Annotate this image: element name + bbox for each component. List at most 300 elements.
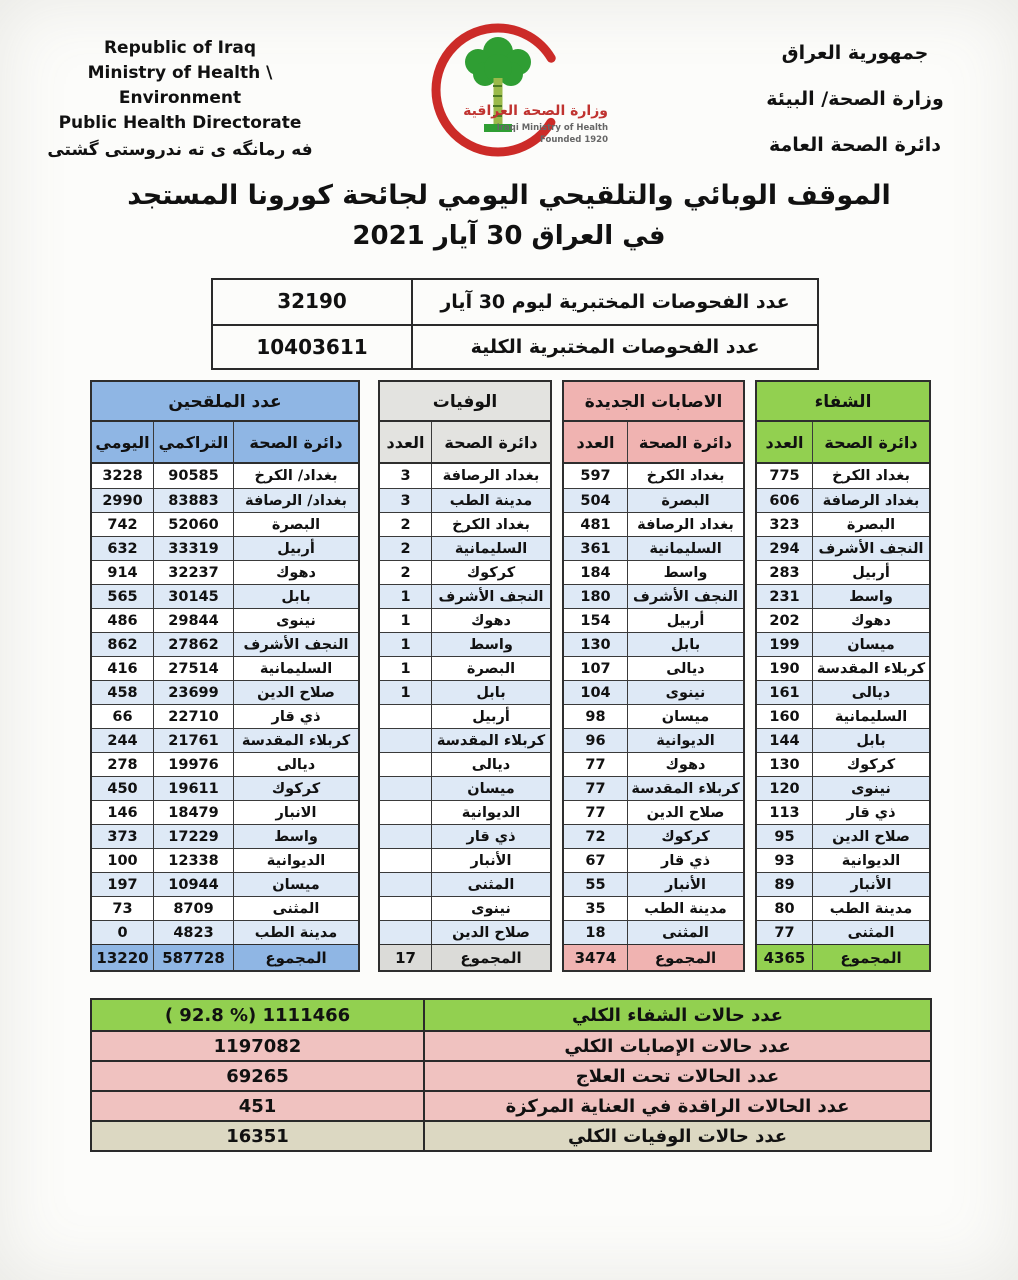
cell-directorate: السليمانية — [649, 540, 722, 557]
table-row — [92, 896, 358, 920]
summary-label: عدد حالات الوفيات الكلي — [567, 1125, 788, 1147]
cell-count: 294 — [757, 537, 813, 560]
cell-directorate: كربلاء المقدسة — [816, 660, 926, 677]
header-en-line1: Republic of Iraq — [103, 38, 257, 58]
cell-directorate: الديوانية — [461, 804, 521, 821]
cell-directorate: صلاح الدين — [452, 924, 530, 941]
cell-daily: 197 — [92, 873, 154, 896]
cell-cumulative: 32237 — [154, 561, 234, 584]
total-label: المجموع — [654, 948, 717, 967]
total-count: 4365 — [757, 945, 813, 970]
header-ar-line1: جمهورية العراق — [781, 42, 929, 64]
cell-daily: 146 — [92, 801, 154, 824]
cell-daily: 73 — [92, 897, 154, 920]
column-header-daily: اليومي — [92, 422, 154, 462]
table-row — [92, 776, 358, 800]
cell-directorate: بغداد الرصافة — [637, 516, 734, 533]
cell-daily: 565 — [92, 585, 154, 608]
summary-label: عدد حالات الشفاء الكلي — [571, 1004, 784, 1026]
deaths-table-title: الوفيات — [380, 382, 550, 422]
cell-count: 77 — [564, 753, 628, 776]
recovery-total-row — [757, 944, 929, 970]
cell-directorate: ذي قار — [660, 852, 711, 869]
table-row — [564, 800, 743, 824]
cell-count: 190 — [757, 657, 813, 680]
total-label: المجموع — [460, 948, 522, 967]
table-row — [564, 560, 743, 584]
header-arabic-block — [740, 30, 970, 168]
cell-cumulative: 30145 — [154, 585, 234, 608]
table-row — [757, 872, 929, 896]
table-row — [92, 584, 358, 608]
table-row — [757, 776, 929, 800]
cell-count: 180 — [564, 585, 628, 608]
lab-tests-row — [213, 280, 817, 324]
cell-count: 72 — [564, 825, 628, 848]
cell-cumulative: 33319 — [154, 537, 234, 560]
cell-directorate: صلاح الدين — [646, 804, 725, 821]
cell-directorate: بابل — [670, 636, 701, 653]
summary-row — [92, 1090, 930, 1120]
cell-count: 504 — [564, 489, 628, 512]
cell-count: 2 — [380, 561, 432, 584]
lab-tests-label: عدد الفحوصات المختبرية ليوم 30 آيار — [440, 291, 790, 313]
cell-directorate: أربيل — [852, 564, 890, 581]
total-label: المجموع — [265, 948, 327, 967]
cell-directorate: السليمانية — [834, 708, 908, 725]
cell-cumulative: 19976 — [154, 753, 234, 776]
table-row — [380, 608, 550, 632]
cell-count: 481 — [564, 513, 628, 536]
cell-count: 98 — [564, 705, 628, 728]
cell-cumulative: 23699 — [154, 681, 234, 704]
table-row — [380, 704, 550, 728]
total-daily: 13220 — [92, 945, 154, 970]
recovery-table-body — [757, 464, 929, 944]
cell-daily: 3228 — [92, 464, 154, 488]
cell-count: 1 — [380, 681, 432, 704]
cell-directorate: بغداد الكرخ — [452, 516, 530, 533]
table-row — [380, 920, 550, 944]
table-row — [757, 512, 929, 536]
total-count: 17 — [380, 945, 432, 970]
cell-count: 3 — [380, 464, 432, 488]
header-english-block — [30, 36, 330, 163]
cell-directorate: ميسان — [661, 708, 710, 725]
table-row — [757, 560, 929, 584]
table-row — [564, 536, 743, 560]
cell-directorate: بابل — [281, 588, 311, 605]
total-cumulative: 587728 — [154, 945, 234, 970]
cell-directorate: مدينة الطب — [254, 924, 338, 941]
cell-directorate: دهوك — [276, 564, 316, 581]
vaccinated-table-body — [92, 464, 358, 944]
cell-directorate: واسط — [663, 564, 708, 581]
table-row — [564, 752, 743, 776]
table-row — [564, 776, 743, 800]
cell-count: 18 — [564, 921, 628, 944]
cell-directorate: مدينة الطب — [449, 492, 533, 509]
summary-value: ( 92.8 %) 1111466 — [92, 1000, 425, 1030]
lab-tests-value: 32190 — [213, 280, 413, 324]
header-ar-line2: وزارة الصحة/ البيئة — [766, 88, 944, 110]
table-row — [92, 608, 358, 632]
column-header-directorate: دائرة الصحة — [249, 432, 343, 452]
report-title-line2: في العراق 30 آيار 2021 — [352, 221, 666, 251]
cell-directorate: الديوانية — [266, 852, 326, 869]
header-en-line2: Ministry of Health \ Environment — [87, 63, 273, 108]
cell-directorate: ديالى — [851, 684, 891, 701]
table-row — [92, 488, 358, 512]
table-row — [92, 680, 358, 704]
table-row — [564, 848, 743, 872]
summary-label: عدد حالات الإصابات الكلي — [564, 1035, 791, 1057]
cell-count: 113 — [757, 801, 813, 824]
table-row — [757, 632, 929, 656]
cell-directorate: البصرة — [846, 516, 896, 533]
cell-daily: 450 — [92, 777, 154, 800]
cell-directorate: صلاح الدين — [257, 684, 335, 701]
table-row — [757, 704, 929, 728]
cell-directorate: ذي قار — [846, 804, 896, 821]
deaths-table — [378, 380, 552, 972]
infections-table-column-headers — [564, 422, 743, 464]
table-row — [757, 920, 929, 944]
summary-label: عدد الحالات تحت العلاج — [575, 1065, 780, 1087]
cell-cumulative: 4823 — [154, 921, 234, 944]
cell-count — [380, 801, 432, 824]
header-ar-line3: دائرة الصحة العامة — [768, 134, 942, 156]
cell-directorate: النجف الأشرف — [633, 588, 738, 605]
table-row — [757, 608, 929, 632]
cell-count: 107 — [564, 657, 628, 680]
cell-directorate: كربلاء المقدسة — [436, 732, 546, 749]
table-row — [380, 632, 550, 656]
cell-directorate: أربيل — [472, 708, 510, 725]
cell-directorate: ديالى — [471, 756, 511, 773]
cell-directorate: دهوك — [665, 756, 706, 773]
cell-count: 184 — [564, 561, 628, 584]
infections-table-body — [564, 464, 743, 944]
cell-directorate: بغداد الكرخ — [646, 468, 725, 484]
column-header-count: العدد — [757, 422, 813, 462]
table-row — [92, 656, 358, 680]
cell-count: 120 — [757, 777, 813, 800]
table-row — [757, 896, 929, 920]
table-row — [380, 800, 550, 824]
cell-count: 1 — [380, 633, 432, 656]
cell-count — [380, 825, 432, 848]
cell-directorate: كركوك — [271, 780, 321, 797]
vaccinated-table — [90, 380, 360, 972]
cell-directorate: ديالى — [666, 660, 705, 677]
cell-daily: 458 — [92, 681, 154, 704]
logo-founded-text: Founded 1920 — [540, 135, 608, 145]
table-row — [564, 608, 743, 632]
cell-count — [380, 705, 432, 728]
cell-directorate: بغداد الكرخ — [832, 468, 910, 484]
vaccinated-table-column-headers — [92, 422, 358, 464]
table-row — [380, 512, 550, 536]
cell-cumulative: 29844 — [154, 609, 234, 632]
cell-directorate: ميسان — [272, 876, 320, 893]
cell-count: 361 — [564, 537, 628, 560]
cell-count: 96 — [564, 729, 628, 752]
cell-count: 77 — [564, 801, 628, 824]
table-row — [380, 776, 550, 800]
cell-daily: 486 — [92, 609, 154, 632]
cell-count: 130 — [757, 753, 813, 776]
cell-count: 93 — [757, 849, 813, 872]
table-row — [92, 728, 358, 752]
cell-directorate: بغداد الرصافة — [442, 468, 540, 484]
header-en-line3: Public Health Directorate — [58, 113, 302, 133]
cell-count: 231 — [757, 585, 813, 608]
cell-directorate: نينوى — [665, 684, 706, 701]
cell-count: 2 — [380, 513, 432, 536]
cell-directorate: بابل — [476, 684, 506, 701]
cell-directorate: المثنى — [847, 924, 895, 941]
logo-arabic-name: وزارة الصحة العراقية — [463, 103, 608, 119]
cell-count: 161 — [757, 681, 813, 704]
table-row — [564, 824, 743, 848]
cell-directorate: ديالى — [276, 756, 316, 773]
cell-count: 130 — [564, 633, 628, 656]
cell-daily: 278 — [92, 753, 154, 776]
cell-directorate: كربلاء المقدسة — [631, 780, 740, 797]
lab-tests-value: 10403611 — [213, 326, 413, 368]
cell-count: 160 — [757, 705, 813, 728]
cell-count: 597 — [564, 464, 628, 488]
table-row — [380, 536, 550, 560]
table-row — [757, 848, 929, 872]
deaths-table-column-headers — [380, 422, 550, 464]
cell-daily: 244 — [92, 729, 154, 752]
summary-row — [92, 1120, 930, 1150]
column-header-directorate: دائرة الصحة — [638, 432, 733, 452]
cell-directorate: النجف الأشرف — [818, 540, 924, 557]
cell-cumulative: 12338 — [154, 849, 234, 872]
infections-total-row — [564, 944, 743, 970]
cell-directorate: كربلاء المقدسة — [241, 732, 351, 749]
cell-directorate: نينوى — [276, 612, 316, 629]
table-row — [380, 824, 550, 848]
table-row — [92, 512, 358, 536]
cell-count: 35 — [564, 897, 628, 920]
table-row — [757, 464, 929, 488]
cell-daily: 100 — [92, 849, 154, 872]
cell-directorate: نينوى — [471, 900, 511, 917]
cell-count — [380, 729, 432, 752]
table-row — [757, 680, 929, 704]
summary-value: 16351 — [92, 1122, 425, 1150]
cell-daily: 66 — [92, 705, 154, 728]
cell-directorate: النجف الأشرف — [243, 636, 349, 653]
cell-cumulative: 90585 — [154, 464, 234, 488]
summary-row — [92, 1000, 930, 1030]
total-count: 3474 — [564, 945, 628, 970]
cell-directorate: ذي قار — [466, 828, 516, 845]
cell-directorate: السليمانية — [454, 540, 528, 557]
cell-count: 775 — [757, 464, 813, 488]
recovery-table-column-headers — [757, 422, 929, 464]
cell-count: 95 — [757, 825, 813, 848]
red-crescent-palm-icon — [420, 12, 620, 170]
table-row — [380, 656, 550, 680]
cell-directorate: مدينة الطب — [644, 900, 727, 917]
lab-tests-row — [213, 324, 817, 368]
cell-directorate: ميسان — [467, 780, 515, 797]
column-header-directorate: دائرة الصحة — [824, 432, 918, 452]
cell-count: 77 — [564, 777, 628, 800]
table-row — [757, 488, 929, 512]
table-row — [564, 896, 743, 920]
cell-daily: 914 — [92, 561, 154, 584]
cell-directorate: أربيل — [666, 612, 705, 629]
table-row — [564, 920, 743, 944]
table-row — [92, 920, 358, 944]
cell-count: 154 — [564, 609, 628, 632]
cell-directorate: البصرة — [661, 492, 710, 509]
cell-directorate: دهوك — [851, 612, 891, 629]
report-title — [0, 176, 1018, 256]
table-row — [380, 728, 550, 752]
cell-directorate: المثنى — [272, 900, 320, 917]
table-row — [92, 704, 358, 728]
new-infections-table — [562, 380, 745, 972]
cell-directorate: صلاح الدين — [832, 828, 910, 845]
summary-value: 451 — [92, 1092, 425, 1120]
cell-daily: 632 — [92, 537, 154, 560]
cell-count — [380, 921, 432, 944]
cell-cumulative: 21761 — [154, 729, 234, 752]
cell-count: 3 — [380, 489, 432, 512]
table-row — [564, 488, 743, 512]
deaths-table-body — [380, 464, 550, 944]
cell-count: 89 — [757, 873, 813, 896]
cell-directorate: نينوى — [851, 780, 891, 797]
deaths-total-row — [380, 944, 550, 970]
cell-directorate: ذي قار — [271, 708, 321, 725]
cell-count: 323 — [757, 513, 813, 536]
table-row — [564, 632, 743, 656]
recovery-table — [755, 380, 931, 972]
table-row — [380, 464, 550, 488]
column-header-count: العدد — [564, 422, 628, 462]
cell-count: 80 — [757, 897, 813, 920]
cell-directorate: البصرة — [466, 660, 516, 677]
summary-value: 69265 — [92, 1062, 425, 1090]
summary-row — [92, 1060, 930, 1090]
table-row — [92, 536, 358, 560]
cell-cumulative: 52060 — [154, 513, 234, 536]
cell-cumulative: 10944 — [154, 873, 234, 896]
cell-cumulative: 17229 — [154, 825, 234, 848]
cell-directorate: المثنى — [662, 924, 709, 941]
column-header-cumulative: التراكمي — [154, 422, 234, 462]
table-row — [564, 680, 743, 704]
cell-directorate: السليمانية — [259, 660, 333, 677]
cell-directorate: الأنبار — [470, 852, 512, 869]
cell-directorate: بغداد/ الكرخ — [254, 468, 338, 484]
cell-directorate: بغداد الرصافة — [822, 492, 920, 509]
cell-count — [380, 897, 432, 920]
table-row — [92, 752, 358, 776]
cell-count: 2 — [380, 537, 432, 560]
cell-cumulative: 27514 — [154, 657, 234, 680]
table-row — [564, 512, 743, 536]
cell-count — [380, 849, 432, 872]
cell-daily: 742 — [92, 513, 154, 536]
table-row — [92, 872, 358, 896]
cell-directorate: كركوك — [466, 564, 516, 581]
cell-directorate: المثنى — [467, 876, 515, 893]
table-row — [757, 800, 929, 824]
cell-count: 77 — [757, 921, 813, 944]
table-row — [757, 824, 929, 848]
cell-directorate: ميسان — [847, 636, 895, 653]
cell-directorate: النجف الأشرف — [438, 588, 544, 605]
recovery-table-title: الشفاء — [757, 382, 929, 422]
cell-cumulative: 27862 — [154, 633, 234, 656]
cell-directorate: دهوك — [471, 612, 511, 629]
cell-directorate: بغداد/ الرصافة — [245, 492, 347, 509]
cell-directorate: واسط — [274, 828, 318, 845]
cell-directorate: الديوانية — [656, 732, 715, 749]
header-kurdish-line: فه رمانگه ی ته ندروستی گشتی — [47, 140, 313, 160]
infections-table-title: الاصابات الجديدة — [564, 382, 743, 422]
cell-count: 55 — [564, 873, 628, 896]
logo-english-name: Iraqi Ministry of Health — [496, 123, 608, 133]
cell-cumulative: 8709 — [154, 897, 234, 920]
totals-summary-table — [90, 998, 932, 1152]
table-row — [564, 464, 743, 488]
cell-count: 1 — [380, 609, 432, 632]
cell-count — [380, 873, 432, 896]
cell-daily: 416 — [92, 657, 154, 680]
cell-daily: 0 — [92, 921, 154, 944]
table-row — [380, 896, 550, 920]
cell-directorate: بابل — [856, 732, 886, 749]
ministry-of-health-logo — [420, 12, 620, 170]
summary-row — [92, 1030, 930, 1060]
summary-value: 1197082 — [92, 1032, 425, 1060]
cell-directorate: الانبار — [275, 804, 317, 821]
column-header-directorate: دائرة الصحة — [444, 432, 538, 452]
cell-cumulative: 83883 — [154, 489, 234, 512]
lab-tests-label: عدد الفحوصات المختبرية الكلية — [470, 336, 760, 358]
cell-daily: 373 — [92, 825, 154, 848]
cell-count: 104 — [564, 681, 628, 704]
cell-count: 606 — [757, 489, 813, 512]
cell-count: 1 — [380, 657, 432, 680]
table-row — [564, 656, 743, 680]
cell-directorate: الأنبار — [850, 876, 892, 893]
table-row — [757, 656, 929, 680]
vaccinated-table-title: عدد الملقحين — [92, 382, 358, 422]
total-label: المجموع — [840, 948, 902, 967]
lab-tests-table — [211, 278, 819, 370]
column-header-count: العدد — [380, 422, 432, 462]
table-row — [564, 584, 743, 608]
report-title-line1: الموقف الوبائي والتلقيحي اليومي لجائحة كورونا المستجد — [127, 180, 891, 211]
vaccinated-total-row — [92, 944, 358, 970]
cell-count: 202 — [757, 609, 813, 632]
table-row — [92, 464, 358, 488]
summary-label: عدد الحالات الراقدة في العناية المركزة — [505, 1095, 850, 1117]
table-row — [564, 872, 743, 896]
cell-directorate: مدينة الطب — [829, 900, 913, 917]
